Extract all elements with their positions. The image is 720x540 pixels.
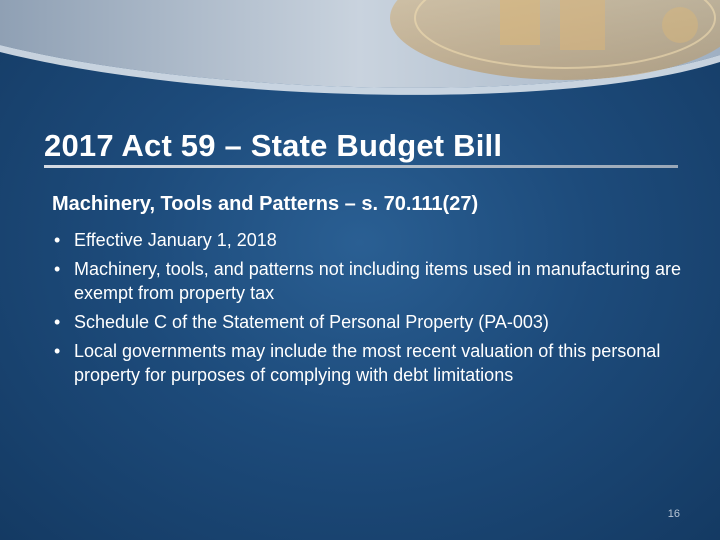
bullet-item (52, 257, 692, 305)
bullet-dot-icon: • (54, 259, 61, 279)
title-underline (44, 165, 678, 168)
slide-title: 2017 Act 59 – State Budget Bill (44, 128, 503, 163)
header-band (0, 0, 720, 110)
slide-subtitle: Machinery, Tools and Patterns – s. 70.111(27) (52, 193, 479, 215)
bullet-text: Local governments may include the most recent valuation of this personal property for purposes of complying with debt limitations (74, 341, 661, 385)
bullet-item (52, 228, 692, 252)
bullet-text: Effective January 1, 2018 (74, 230, 277, 250)
bullet-item (52, 339, 692, 387)
page-number: 16 (667, 508, 680, 520)
bullet-text: Schedule C of the Statement of Personal Property (PA-003) (74, 312, 549, 332)
bullet-list (52, 228, 692, 392)
bullet-dot-icon: • (54, 341, 61, 361)
bullet-dot-icon: • (54, 230, 61, 250)
bullet-dot-icon: • (54, 312, 61, 332)
bullet-item (52, 310, 692, 334)
bullet-text: Machinery, tools, and patterns not including items used in manufacturing are exempt from property tax (74, 259, 681, 303)
